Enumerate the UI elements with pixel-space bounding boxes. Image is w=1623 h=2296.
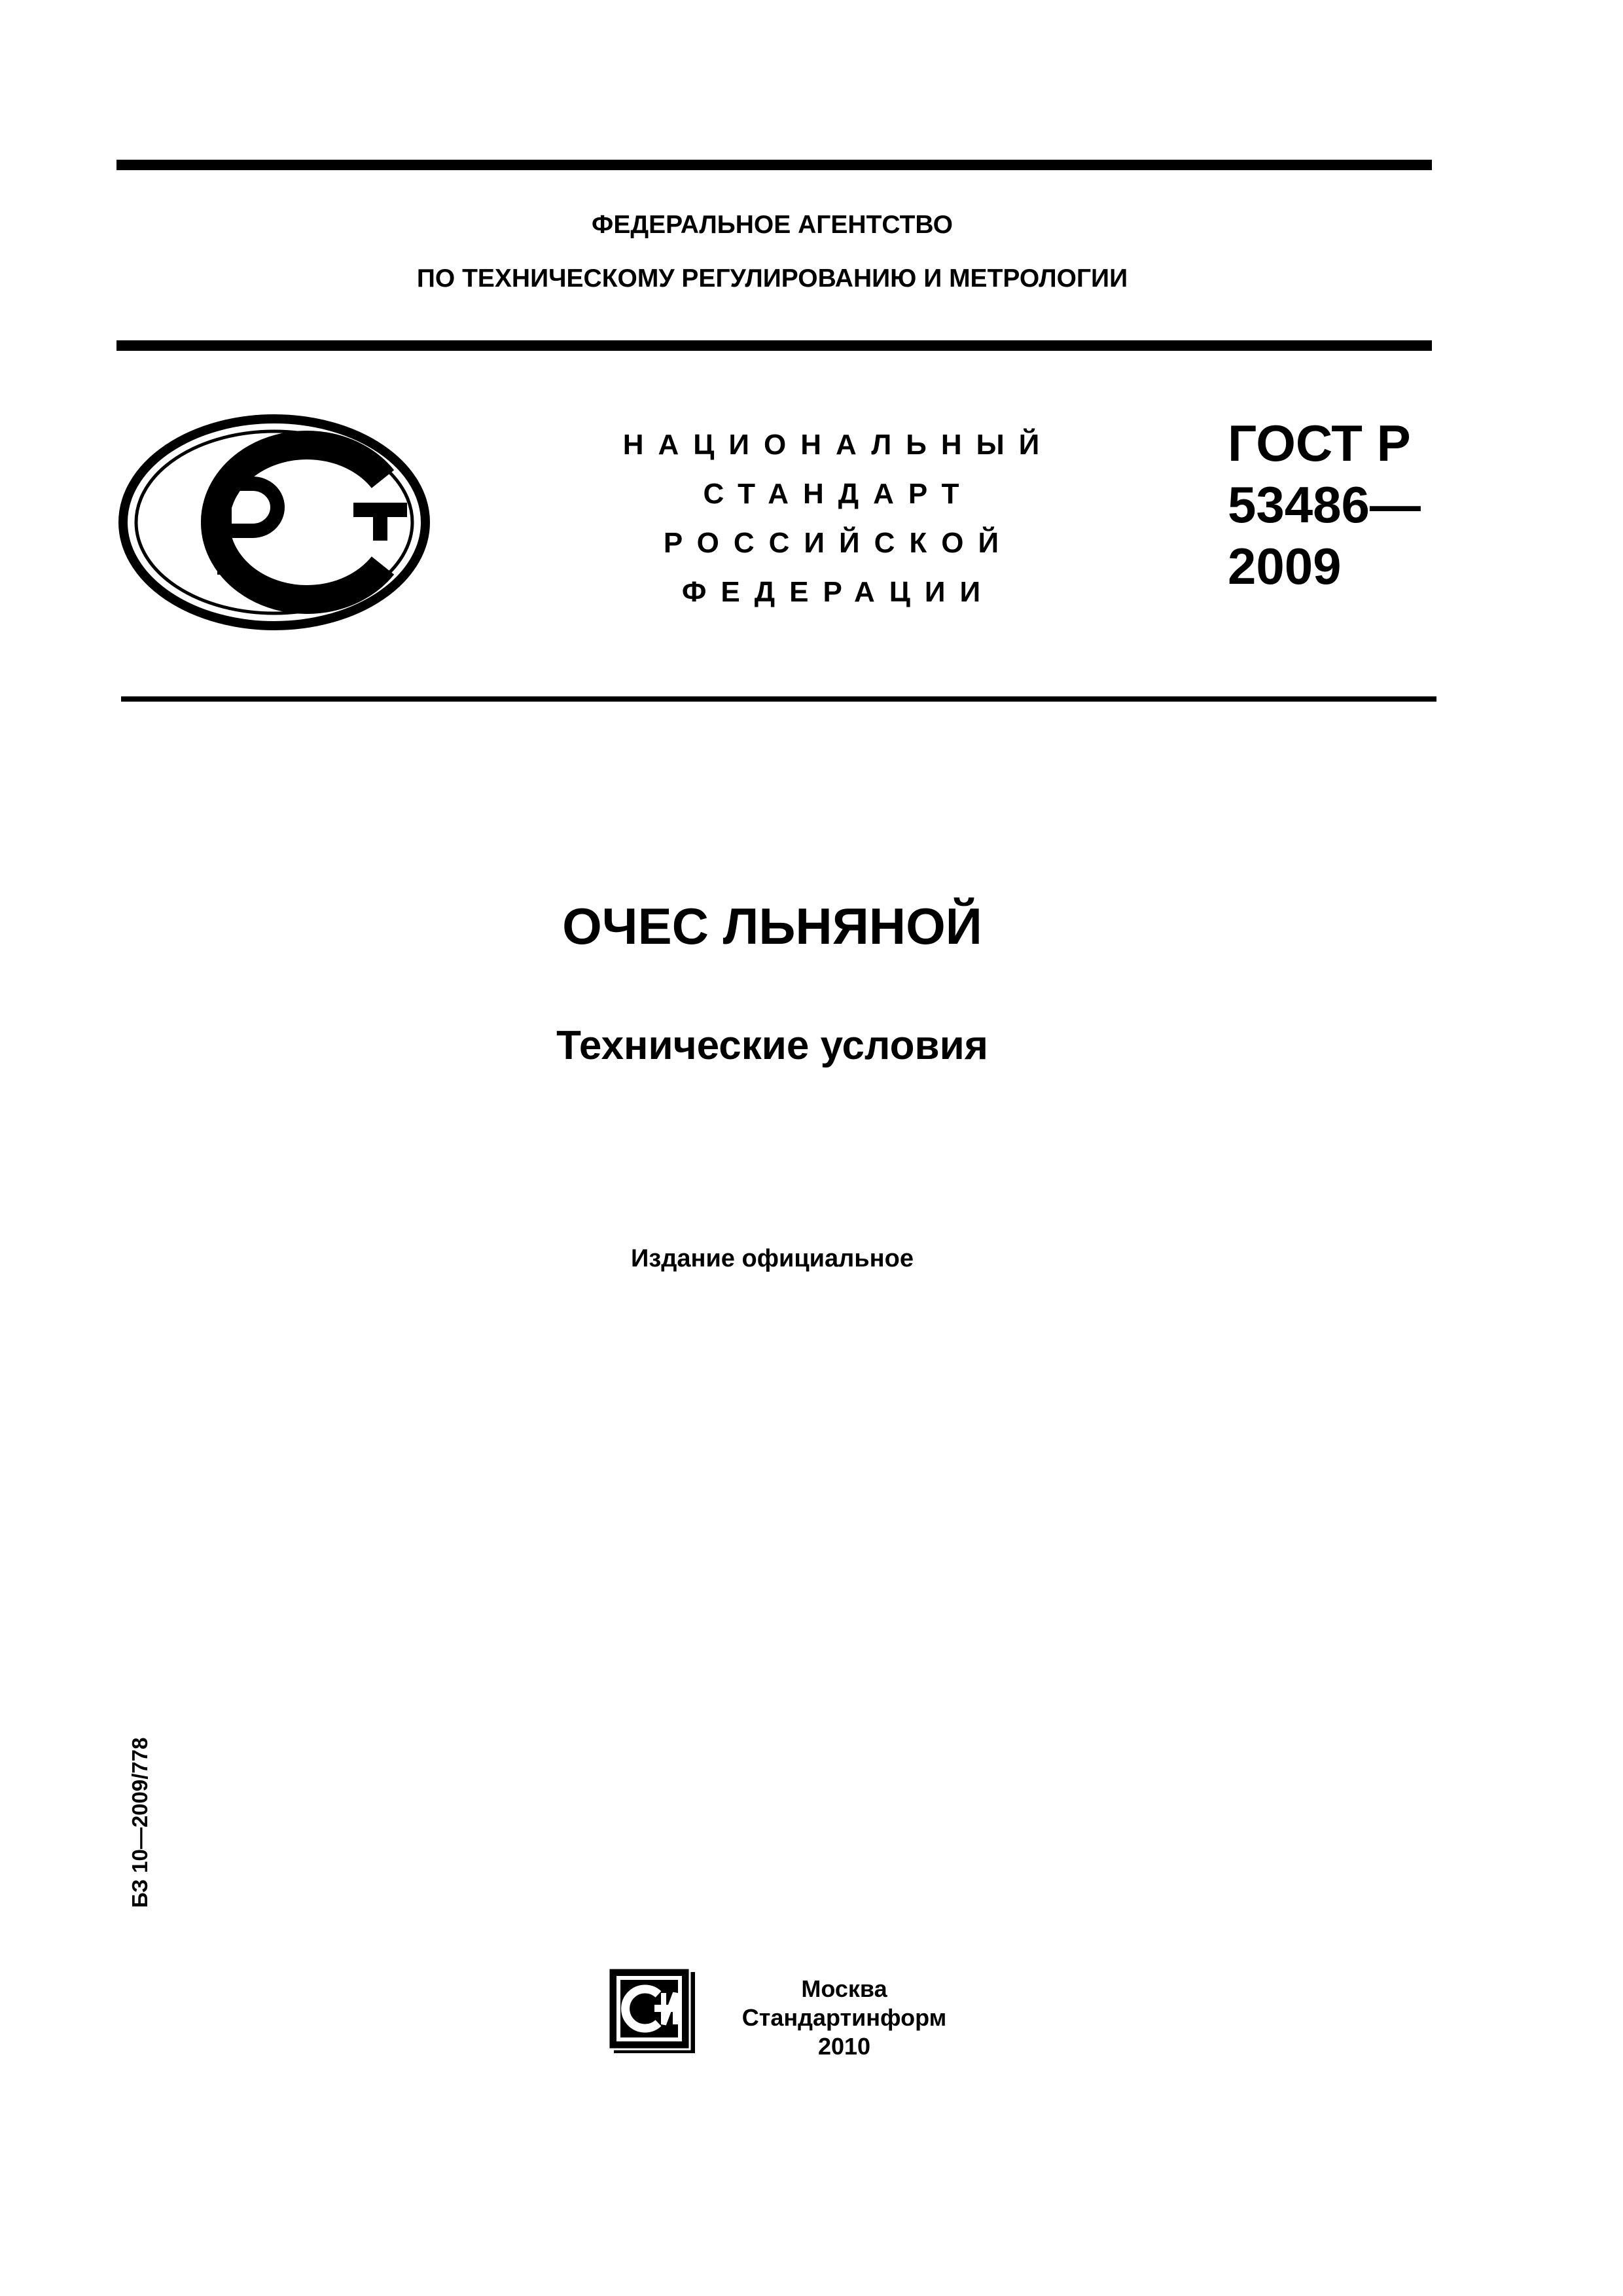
publisher-imprint [720,1975,969,2061]
edition-note: Издание официальное [631,1245,914,1272]
rst-certification-mark-icon [118,414,431,631]
top-divider [116,160,1432,170]
standard-type-block [602,420,1060,617]
agency-name-line-1: ФЕДЕРАЛЬНОЕ АГЕНТСТВО [592,211,953,239]
standard-type-line: СТАНДАРТ [703,478,974,510]
publisher-name: Стандартинформ [741,2004,947,2031]
standard-type-line: РОССИЙСКОЙ [663,527,1014,559]
header-divider [116,340,1432,351]
gost-designation [1228,412,1421,597]
title-divider [121,696,1436,702]
publisher-city: Москва [801,1975,887,2002]
publication-year: 2010 [817,2033,871,2060]
gost-designation-line: 53486— [1228,476,1421,533]
standard-type-line: НАЦИОНАЛЬНЫЙ [622,429,1054,461]
document-title: ОЧЕС ЛЬНЯНОЙ [562,897,982,955]
gost-designation-line: 2009 [1228,537,1342,595]
agency-name-line-2: ПО ТЕХНИЧЕСКОМУ РЕГУЛИРОВАНИЮ И МЕТРОЛОГИИ [416,264,1128,293]
document-subtitle: Технические условия [556,1023,988,1068]
standard-type-line: ФЕДЕРАЦИИ [681,576,995,608]
gost-designation-line: ГОСТ Р [1228,414,1411,472]
standartinform-logo-icon [607,1967,699,2058]
catalog-code: БЗ 10—2009/778 [128,1737,152,1908]
